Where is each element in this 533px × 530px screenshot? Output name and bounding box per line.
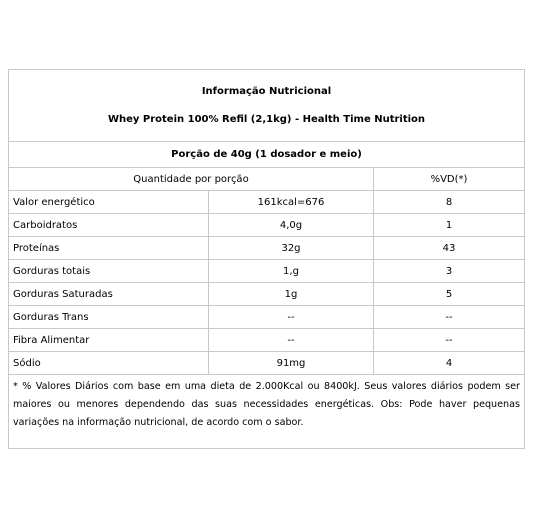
nutrition-table bbox=[8, 69, 525, 449]
nutrient-quantity: -- bbox=[209, 306, 374, 329]
table-row bbox=[9, 352, 525, 375]
nutrient-quantity: 1g bbox=[209, 283, 374, 306]
table-row bbox=[9, 214, 525, 237]
nutrient-vd: 1 bbox=[374, 214, 525, 237]
title-row bbox=[9, 70, 525, 142]
table-row bbox=[9, 283, 525, 306]
table-row bbox=[9, 260, 525, 283]
nutrient-name: Fibra Alimentar bbox=[9, 329, 209, 352]
footnote-row bbox=[9, 375, 525, 449]
nutrient-vd: 3 bbox=[374, 260, 525, 283]
table-title: Informação Nutricional bbox=[201, 85, 332, 97]
nutrient-vd: 4 bbox=[374, 352, 525, 375]
nutrient-vd: -- bbox=[374, 329, 525, 352]
column-header-row bbox=[9, 168, 525, 191]
nutrient-quantity: 4,0g bbox=[209, 214, 374, 237]
product-subtitle: Whey Protein 100% Refil (2,1kg) - Health Time Nutrition bbox=[107, 113, 426, 125]
nutrient-vd: 43 bbox=[374, 237, 525, 260]
nutrient-name: Gorduras Trans bbox=[9, 306, 209, 329]
footnote: * % Valores Diários com base em uma dieta de 2.000Kcal ou 8400kJ. Seus valores diários podem ser maiores ou menores dependendo das suas necessidades energéticas. Obs: Pode haver pequenas variações na informação nutricional, de acordo com o sabor. bbox=[9, 375, 525, 449]
table-row bbox=[9, 191, 525, 214]
quantity-column-header: Quantidade por porção bbox=[9, 168, 374, 191]
nutrient-name: Gorduras totais bbox=[9, 260, 209, 283]
vd-column-header: %VD(*) bbox=[374, 168, 525, 191]
nutrient-quantity: 1,g bbox=[209, 260, 374, 283]
nutrient-name: Sódio bbox=[9, 352, 209, 375]
nutrient-vd: 8 bbox=[374, 191, 525, 214]
title-cell bbox=[9, 70, 525, 142]
nutrient-name: Carboidratos bbox=[9, 214, 209, 237]
nutrient-quantity: 32g bbox=[209, 237, 374, 260]
nutrient-vd: -- bbox=[374, 306, 525, 329]
portion-label: Porção de 40g (1 dosador e meio) bbox=[9, 142, 525, 168]
nutrient-quantity: 161kcal=676 bbox=[209, 191, 374, 214]
nutrient-vd: 5 bbox=[374, 283, 525, 306]
nutrient-name: Valor energético bbox=[9, 191, 209, 214]
nutrient-name: Gorduras Saturadas bbox=[9, 283, 209, 306]
table-row bbox=[9, 329, 525, 352]
nutrient-quantity: -- bbox=[209, 329, 374, 352]
table-row bbox=[9, 237, 525, 260]
nutrient-quantity: 91mg bbox=[209, 352, 374, 375]
portion-row bbox=[9, 142, 525, 168]
nutrient-name: Proteínas bbox=[9, 237, 209, 260]
table-row bbox=[9, 306, 525, 329]
